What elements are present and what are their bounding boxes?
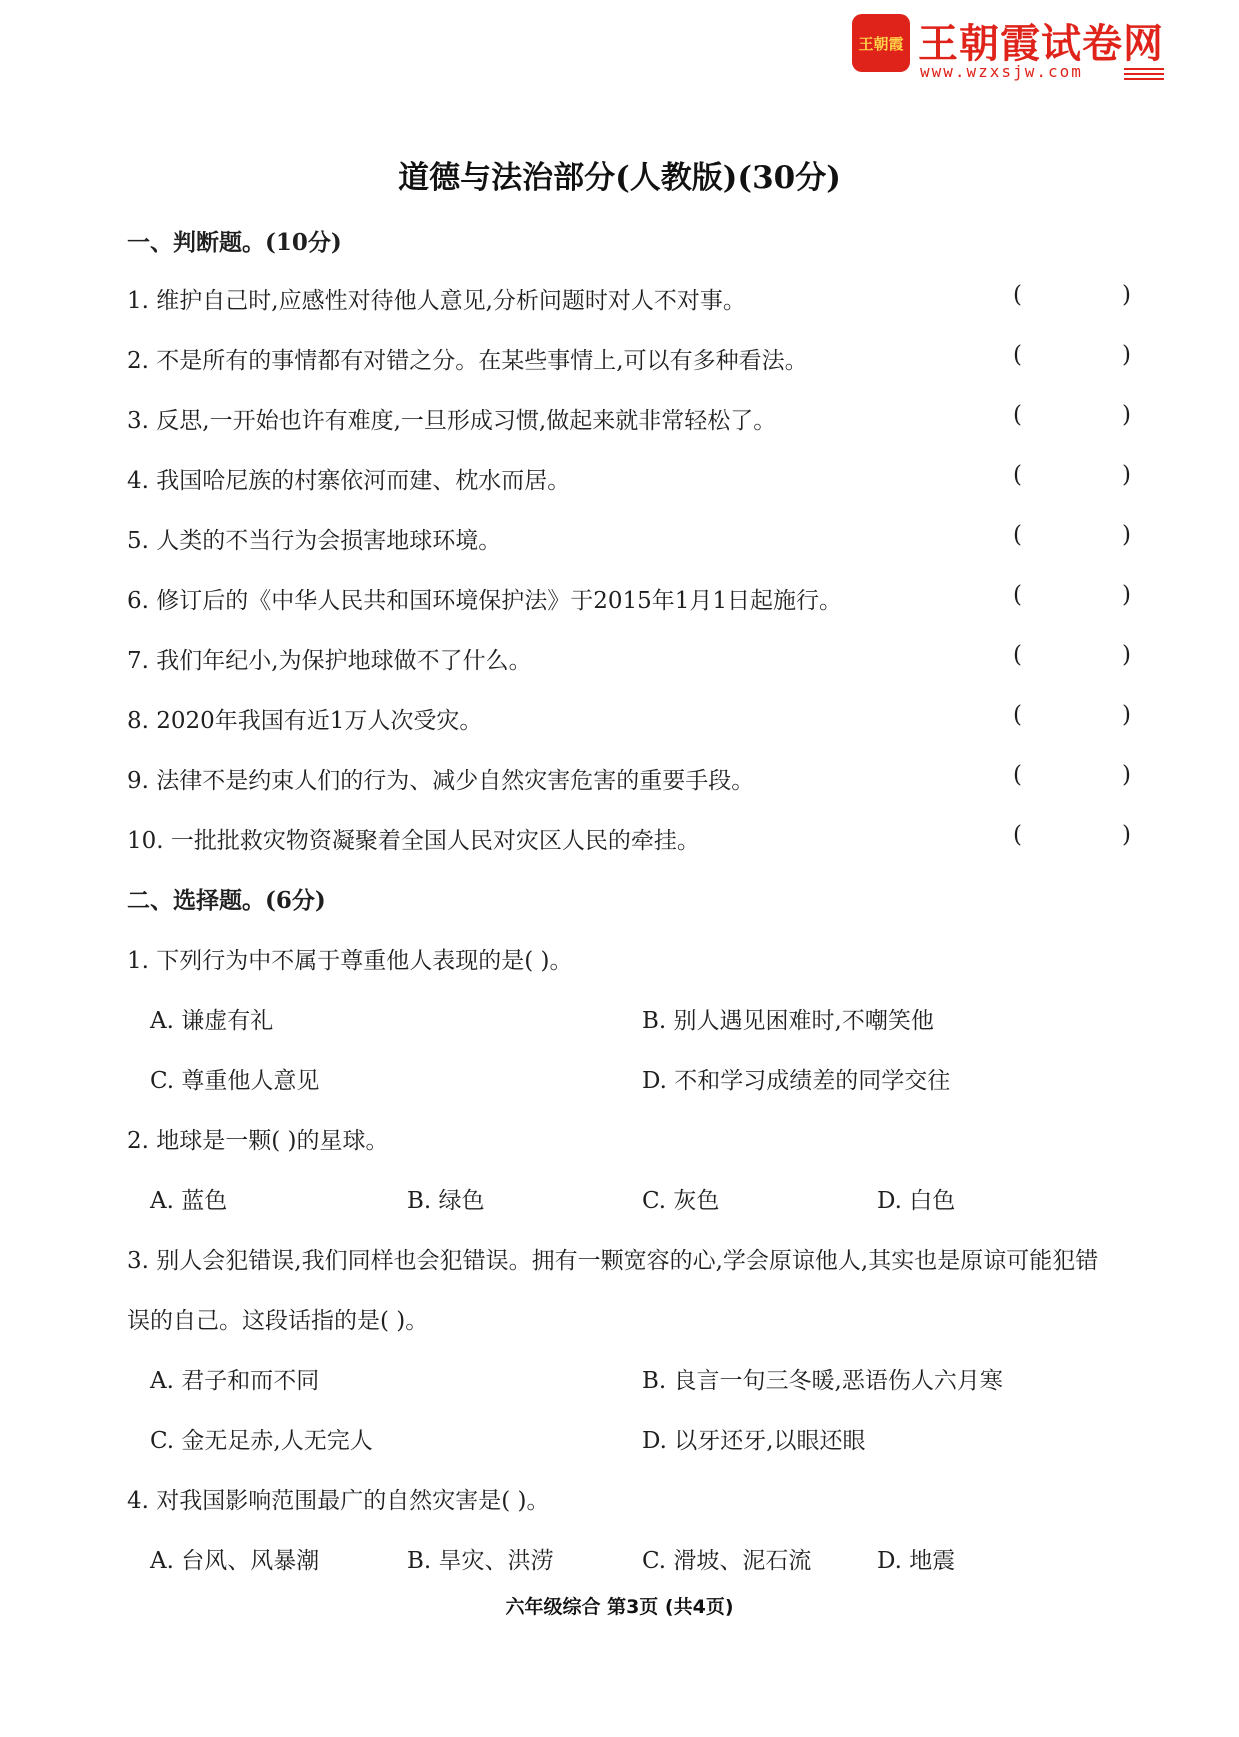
choice-q4-option-a: A. 台风、风暴潮 <box>150 1548 320 1574</box>
answer-blank-close: ) <box>1122 642 1131 668</box>
judge-item-3: 3. 反思,一开始也许有难度,一旦形成习惯,做起来就非常轻松了。 <box>127 408 777 434</box>
judge-item-7: 7. 我们年纪小,为保护地球做不了什么。 <box>127 648 532 674</box>
choice-q3-option-d: D. 以牙还牙,以眼还眼 <box>642 1428 866 1454</box>
choice-q1-option-d: D. 不和学习成绩差的同学交往 <box>642 1068 951 1094</box>
judge-item-2: 2. 不是所有的事情都有对错之分。在某些事情上,可以有多种看法。 <box>127 348 808 374</box>
judge-item-1: 1. 维护自己时,应感性对待他人意见,分析问题时对人不对事。 <box>127 288 746 314</box>
answer-blank-open: ( <box>1013 582 1022 608</box>
choice-q4-stem: 4. 对我国影响范围最广的自然灾害是( )。 <box>127 1488 550 1514</box>
choice-q3-option-b: B. 良言一句三冬暖,恶语伤人六月寒 <box>642 1368 1003 1394</box>
answer-blank-close: ) <box>1122 462 1131 488</box>
judge-item-6: 6. 修订后的《中华人民共和国环境保护法》于2015年1月1日起施行。 <box>127 588 843 614</box>
answer-blank-close: ) <box>1122 822 1131 848</box>
answer-blank-close: ) <box>1122 582 1131 608</box>
judge-item-8: 8. 2020年我国有近1万人次受灾。 <box>127 708 483 734</box>
answer-blank-close: ) <box>1122 402 1131 428</box>
choice-q3-stem-line1: 3. 别人会犯错误,我们同样也会犯错误。拥有一颗宽容的心,学会原谅他人,其实也是原谅可能犯错 <box>127 1248 1099 1274</box>
choice-q1-option-c: C. 尊重他人意见 <box>150 1068 320 1094</box>
section1-heading: 一、判断题。(10分) <box>127 229 342 256</box>
answer-blank-open: ( <box>1013 462 1022 488</box>
choice-q3-option-a: A. 君子和而不同 <box>150 1368 320 1394</box>
judge-item-5: 5. 人类的不当行为会损害地球环境。 <box>127 528 502 554</box>
logo-lines-icon <box>1124 68 1164 80</box>
choice-q1-option-a: A. 谦虚有礼 <box>150 1008 274 1034</box>
choice-q1-option-b: B. 别人遇见困难时,不嘲笑他 <box>642 1008 934 1034</box>
section2-heading: 二、选择题。(6分) <box>127 887 326 914</box>
choice-q1-stem: 1. 下列行为中不属于尊重他人表现的是( )。 <box>127 948 573 974</box>
choice-q2-option-c: C. 灰色 <box>642 1188 720 1214</box>
answer-blank-close: ) <box>1122 762 1131 788</box>
answer-blank-open: ( <box>1013 702 1022 728</box>
choice-q2-option-d: D. 白色 <box>877 1188 956 1214</box>
answer-blank-open: ( <box>1013 522 1022 548</box>
choice-q4-option-b: B. 旱灾、洪涝 <box>407 1548 554 1574</box>
choice-q3-stem-line2: 误的自己。这段话指的是( )。 <box>127 1308 429 1334</box>
answer-blank-open: ( <box>1013 342 1022 368</box>
answer-blank-close: ) <box>1122 522 1131 548</box>
answer-blank-close: ) <box>1122 702 1131 728</box>
choice-q4-option-c: C. 滑坡、泥石流 <box>642 1548 812 1574</box>
judge-item-10: 10. 一批批救灾物资凝聚着全国人民对灾区人民的牵挂。 <box>127 828 700 854</box>
page-title: 道德与法治部分(人教版)(30分) <box>398 160 841 196</box>
choice-q2-option-a: A. 蓝色 <box>150 1188 228 1214</box>
logo-badge-icon: 王朝霞 <box>852 14 910 72</box>
answer-blank-open: ( <box>1013 402 1022 428</box>
answer-blank-close: ) <box>1122 282 1131 308</box>
answer-blank-open: ( <box>1013 822 1022 848</box>
judge-item-4: 4. 我国哈尼族的村寨依河而建、枕水而居。 <box>127 468 571 494</box>
choice-q2-option-b: B. 绿色 <box>407 1188 485 1214</box>
choice-q3-option-c: C. 金无足赤,人无完人 <box>150 1428 373 1454</box>
logo-url: www.wzxsjw.com <box>920 62 1083 81</box>
answer-blank-open: ( <box>1013 642 1022 668</box>
choice-q2-stem: 2. 地球是一颗( )的星球。 <box>127 1128 389 1154</box>
judge-item-9: 9. 法律不是约束人们的行为、减少自然灾害危害的重要手段。 <box>127 768 755 794</box>
logo-name: 王朝霞试卷网 <box>918 21 1164 67</box>
answer-blank-close: ) <box>1122 342 1131 368</box>
page-footer: 六年级综合 第3页 (共4页) <box>505 1596 734 1618</box>
answer-blank-open: ( <box>1013 282 1022 308</box>
site-logo <box>852 12 1172 82</box>
choice-q4-option-d: D. 地震 <box>877 1548 956 1574</box>
answer-blank-open: ( <box>1013 762 1022 788</box>
